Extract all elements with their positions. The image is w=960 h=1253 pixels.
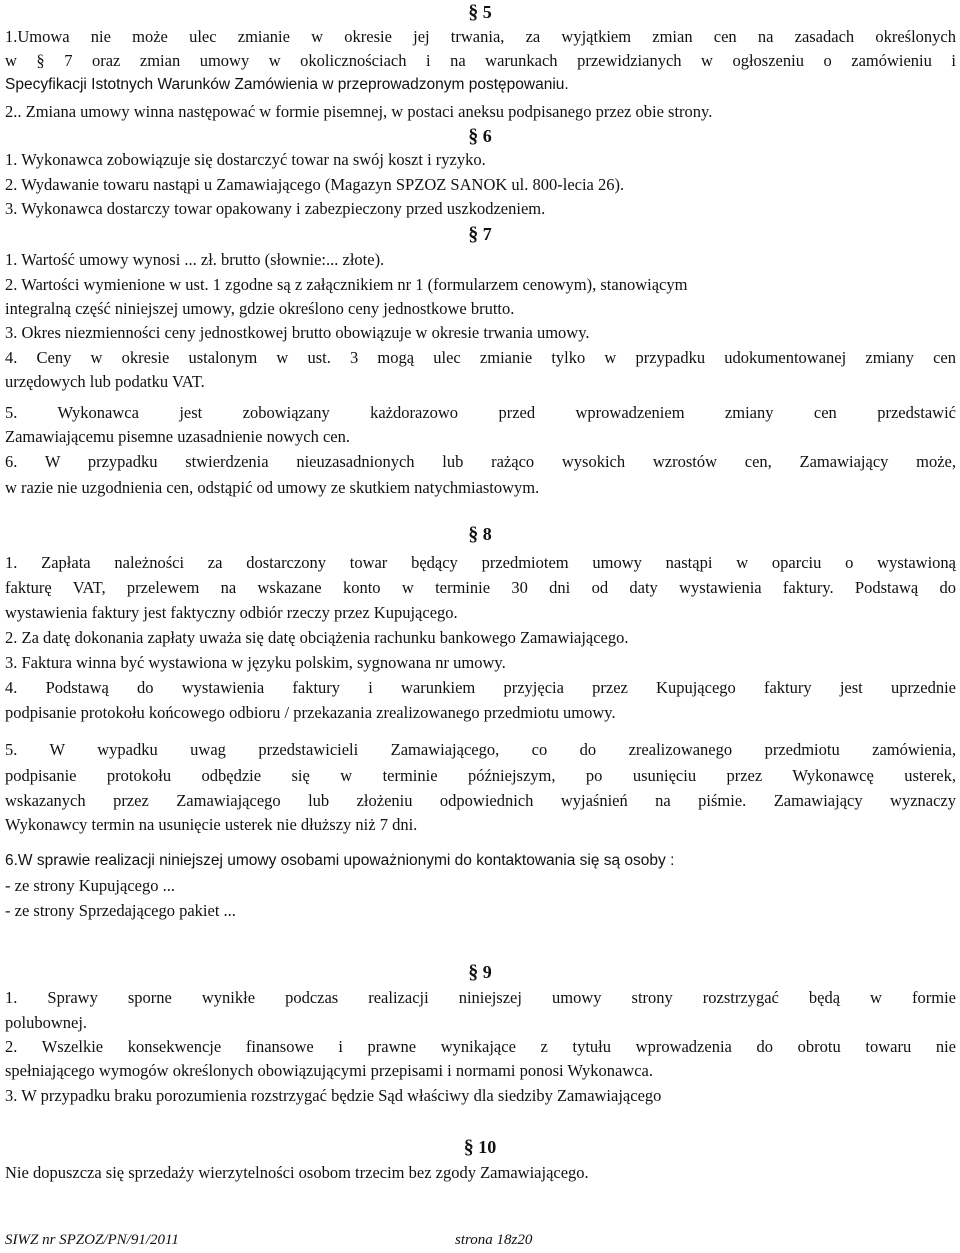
section-heading-6: § 6 <box>468 125 492 147</box>
paragraph-line: 6.W sprawie realizacji niniejszej umowy osobami upoważnionymi do kontaktowania się są osoby : <box>5 852 675 869</box>
footer-page-number: strona 18z20 <box>455 1232 533 1248</box>
paragraph-line: 1. Zapłata należności za dostarczony towar będący przedmiotem umowy nastąpi w oparciu o wystawioną <box>5 553 956 572</box>
section-heading-10: § 10 <box>463 1136 497 1158</box>
paragraph-line: 4. Podstawą do wystawienia faktury i warunkiem przyjęcia przez Kupującego faktury jest uprzednie <box>5 678 956 697</box>
paragraph-line: 6. W przypadku stwierdzenia nieuzasadnionych lub rażąco wysokich wzrostów cen, Zamawiający może, <box>5 452 956 471</box>
page-footer <box>5 1232 533 1249</box>
paragraph-line: 2.. Zmiana umowy winna następować w formie pisemnej, w postaci aneksu podpisanego przez obie strony. <box>5 102 713 121</box>
footer-document-id: SIWZ nr SPZOZ/PN/91/2011 <box>5 1232 179 1248</box>
paragraph-line: 3. Okres niezmienności ceny jednostkowej brutto obowiązuje w okresie trwania umowy. <box>5 323 590 342</box>
paragraph-line: 1.Umowa nie może ulec zmianie w okresie jej trwania, za wyjątkiem zmian cen na zasadach określonych <box>5 27 956 46</box>
paragraph-line: fakturę VAT, przelewem na wskazane konto w terminie 30 dni od daty wystawienia faktury. Podstawą do <box>5 578 956 597</box>
paragraph-line: wskazanych przez Zamawiającego lub złożeniu odpowiednich wyjaśnień na piśmie. Zamawiający wyznaczy <box>5 791 956 810</box>
paragraph-line: Wykonawcy termin na usunięcie usterek nie dłuższy niż 7 dni. <box>5 815 418 834</box>
paragraph-line: 5. W wypadku uwag przedstawicieli Zamawiającego, co do zrealizowanego przedmiotu zamówienia, <box>5 740 956 759</box>
paragraph-line: Zamawiającemu pisemne uzasadnienie nowych cen. <box>5 427 350 446</box>
paragraph-line: - ze strony Kupującego ... <box>5 876 175 895</box>
paragraph-line: spełniającego wymogów określonych obowiązującymi przepisami i normami ponosi Wykonawca. <box>5 1061 653 1080</box>
paragraph-line: w § 7 oraz zmian umowy w okolicznościach i na warunkach przewidzianych w ogłoszeniu o zamówieniu i <box>5 51 956 70</box>
paragraph-line: polubownej. <box>5 1013 88 1032</box>
paragraph-line: 4. Ceny w okresie ustalonym w ust. 3 mogą ulec zmianie tylko w przypadku udokumentowanej zmiany cen <box>5 348 956 367</box>
paragraph-line: urzędowych lub podatku VAT. <box>5 372 205 391</box>
paragraph-line: Specyfikacji Istotnych Warunków Zamówienia w przeprowadzonym postępowaniu. <box>5 76 569 93</box>
paragraph-line: 3. Faktura winna być wystawiona w języku polskim, sygnowana nr umowy. <box>5 653 506 672</box>
paragraph-line: 1. Wartość umowy wynosi ... zł. brutto (słownie:... złote). <box>5 250 385 269</box>
paragraph-line: integralną część niniejszej umowy, gdzie określono ceny jednostkowe brutto. <box>5 299 515 318</box>
section-heading-9: § 9 <box>468 961 492 983</box>
paragraph-line: 2. Wszelkie konsekwencje finansowe i prawne wynikające z tytułu wprowadzenia do obrotu towaru nie <box>5 1037 956 1056</box>
paragraph-line: 2. Za datę dokonania zapłaty uważa się datę obciążenia rachunku bankowego Zamawiającego. <box>5 628 629 647</box>
paragraph-line: Nie dopuszcza się sprzedaży wierzytelności osobom trzecim bez zgody Zamawiającego. <box>5 1163 589 1182</box>
paragraph-line: - ze strony Sprzedającego pakiet ... <box>5 901 236 920</box>
section-heading-8: § 8 <box>468 523 492 545</box>
paragraph-line: podpisanie protokołu końcowego odbioru / przekazania zrealizowanego przedmiotu umowy. <box>5 703 616 722</box>
section-heading-5: § 5 <box>468 1 492 23</box>
paragraph-line: podpisanie protokołu odbędzie się w terminie późniejszym, po usunięciu przez Wykonawcę usterek, <box>5 766 956 785</box>
paragraph-line: 2. Wydawanie towaru nastąpi u Zamawiającego (Magazyn SPZOZ SANOK ul. 800-lecia 26). <box>5 175 625 194</box>
paragraph-line: 1. Wykonawca zobowiązuje się dostarczyć towar na swój koszt i ryzyko. <box>5 150 486 169</box>
paragraph-line: 1. Sprawy sporne wynikłe podczas realizacji niniejszej umowy strony rozstrzygać będą w formie <box>5 988 956 1007</box>
paragraph-line: w razie nie uzgodnienia cen, odstąpić od umowy ze skutkiem natychmiastowym. <box>5 478 540 497</box>
paragraph-line: 5. Wykonawca jest zobowiązany każdorazowo przed wprowadzeniem zmiany cen przedstawić <box>5 403 956 422</box>
paragraph-line: 2. Wartości wymienione w ust. 1 zgodne są z załącznikiem nr 1 (formularzem cenowym), stanowiącym <box>5 275 688 294</box>
section-heading-7: § 7 <box>468 223 492 245</box>
paragraph-line: wystawienia faktury jest faktyczny odbiór rzeczy przez Kupującego. <box>5 603 458 622</box>
paragraph-line: 3. W przypadku braku porozumienia rozstrzygać będzie Sąd właściwy dla siedziby Zamawiającego <box>5 1086 662 1105</box>
paragraph-line: 3. Wykonawca dostarczy towar opakowany i zabezpieczony przed uszkodzeniem. <box>5 199 546 218</box>
